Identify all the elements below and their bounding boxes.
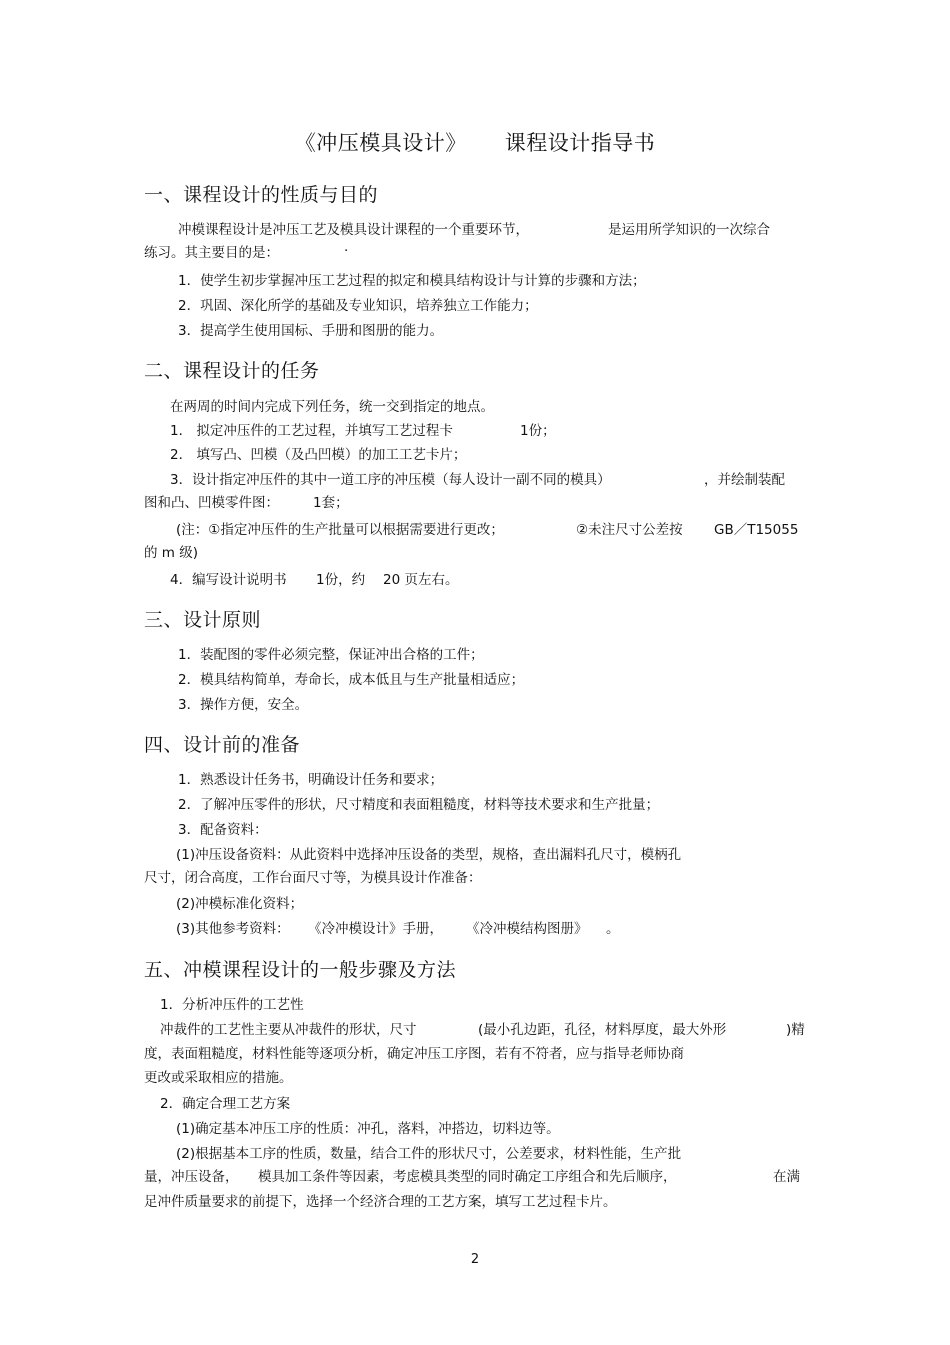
sub-item: 模具加工条件等因素，考虑模具类型的同时确定工序组合和先后顺序， — [258, 1169, 677, 1185]
section-heading-3: 三、设计原则 — [144, 609, 262, 631]
sub-item: (2)冲模标准化资料； — [176, 896, 304, 912]
sub-item: (1)冲压设备资料：从此资料中选择冲压设备的类型，规格，查出漏料孔尺寸，模柄孔 — [176, 847, 682, 863]
section-heading-5: 五、冲模课程设计的一般步骤及方法 — [144, 959, 457, 981]
note: 的 m 级) — [144, 545, 198, 561]
paragraph: 冲模课程设计是冲压工艺及模具设计课程的一个重要环节， — [178, 222, 529, 238]
paragraph: )精 — [786, 1022, 805, 1038]
list-item: ，并绘制装配 — [704, 472, 785, 488]
list-item: 4．编写设计说明书 — [170, 572, 287, 588]
list-item: 1．装配图的零件必须完整，保证冲出合格的工件； — [178, 647, 484, 663]
sub-item: (2)根据基本工序的性质，数量，结合工件的形状尺寸，公差要求，材料性能，生产批 — [176, 1146, 682, 1162]
section-heading-1: 一、课程设计的性质与目的 — [144, 184, 379, 206]
list-item: 2． 填写凸、凹模（及凸凹模）的加工工艺卡片； — [170, 447, 467, 463]
list-item: 图和凸、凹模零件图： — [144, 495, 279, 511]
title-part1: 《冲压模具设计》 — [294, 131, 467, 155]
sub-item: 《冷冲模结构图册》 — [466, 921, 588, 937]
sub-item: 量，冲压设备， — [144, 1169, 239, 1185]
sub-item: 。 — [606, 921, 620, 937]
list-item: 2．巩固、深化所学的基础及专业知识，培养独立工作能力； — [178, 298, 538, 314]
list-item: 2．了解冲压零件的形状，尺寸精度和表面粗糙度，材料等技术要求和生产批量； — [178, 797, 660, 813]
paragraph: 在两周的时间内完成下列任务，统一交到指定的地点。 — [170, 399, 494, 415]
list-item: 3．设计指定冲压件的其中一道工序的冲压模（每人设计一副不同的模具） — [170, 472, 611, 488]
section-heading-4: 四、设计前的准备 — [144, 734, 301, 756]
sub-item: 足冲件质量要求的前提下，选择一个经济合理的工艺方案，填写工艺过程卡片。 — [144, 1194, 617, 1210]
list-item: 20 页左右。 — [383, 572, 459, 588]
sub-item: (3)其他参考资料： — [176, 921, 290, 937]
list-item: 1份，约 — [316, 572, 366, 588]
list-item: 3．提高学生使用国标、手册和图册的能力。 — [178, 323, 444, 339]
document-title — [0, 127, 950, 157]
section-heading-2: 二、课程设计的任务 — [144, 360, 320, 382]
note: ②未注尺寸公差按 — [576, 522, 683, 538]
paragraph: 练习。其主要目的是： — [144, 245, 279, 261]
sub-item: 《冷冲模设计》手册， — [308, 921, 443, 937]
note: (注：①指定冲压件的生产批量可以根据需要进行更改； — [176, 522, 504, 538]
list-item: 2．模具结构简单，寿命长，成本低且与生产批量相适应； — [178, 672, 525, 688]
list-item: 3．操作方便，安全。 — [178, 697, 309, 713]
step-heading: 2．确定合理工艺方案 — [160, 1096, 291, 1112]
sub-item: 在满 — [773, 1169, 800, 1185]
list-item: 1份； — [520, 423, 556, 439]
title-part2: 课程设计指导书 — [504, 131, 656, 155]
step-heading: 1．分析冲压件的工艺性 — [160, 997, 304, 1013]
sub-item: 尺寸，闭合高度，工作台面尺寸等，为模具设计作准备： — [144, 870, 482, 886]
paragraph: 度，表面粗糙度，材料性能等逐项分析，确定冲压工序图，若有不符者，应与指导老师协商 — [144, 1046, 684, 1062]
paragraph: 冲裁件的工艺性主要从冲裁件的形状，尺寸 — [160, 1022, 417, 1038]
paragraph: 是运用所学知识的一次综合 — [608, 222, 770, 238]
page-number: 2 — [470, 1252, 480, 1267]
list-item: 1．熟悉设计任务书，明确设计任务和要求； — [178, 772, 444, 788]
paragraph: 更改或采取相应的措施。 — [144, 1070, 293, 1086]
paragraph: (最小孔边距，孔径，材料厚度，最大外形 — [478, 1022, 727, 1038]
list-item: 1．使学生初步掌握冲压工艺过程的拟定和模具结构设计与计算的步骤和方法； — [178, 273, 646, 289]
dot-mark: · — [344, 243, 349, 259]
note: GB／T15055 — [714, 522, 799, 538]
list-item: 1套； — [313, 495, 349, 511]
list-item: 3．配备资料： — [178, 822, 268, 838]
list-item: 1． 拟定冲压件的工艺过程，并填写工艺过程卡 — [170, 423, 453, 439]
sub-item: (1)确定基本冲压工序的性质：冲孔，落料，冲搭边，切料边等。 — [176, 1121, 560, 1137]
